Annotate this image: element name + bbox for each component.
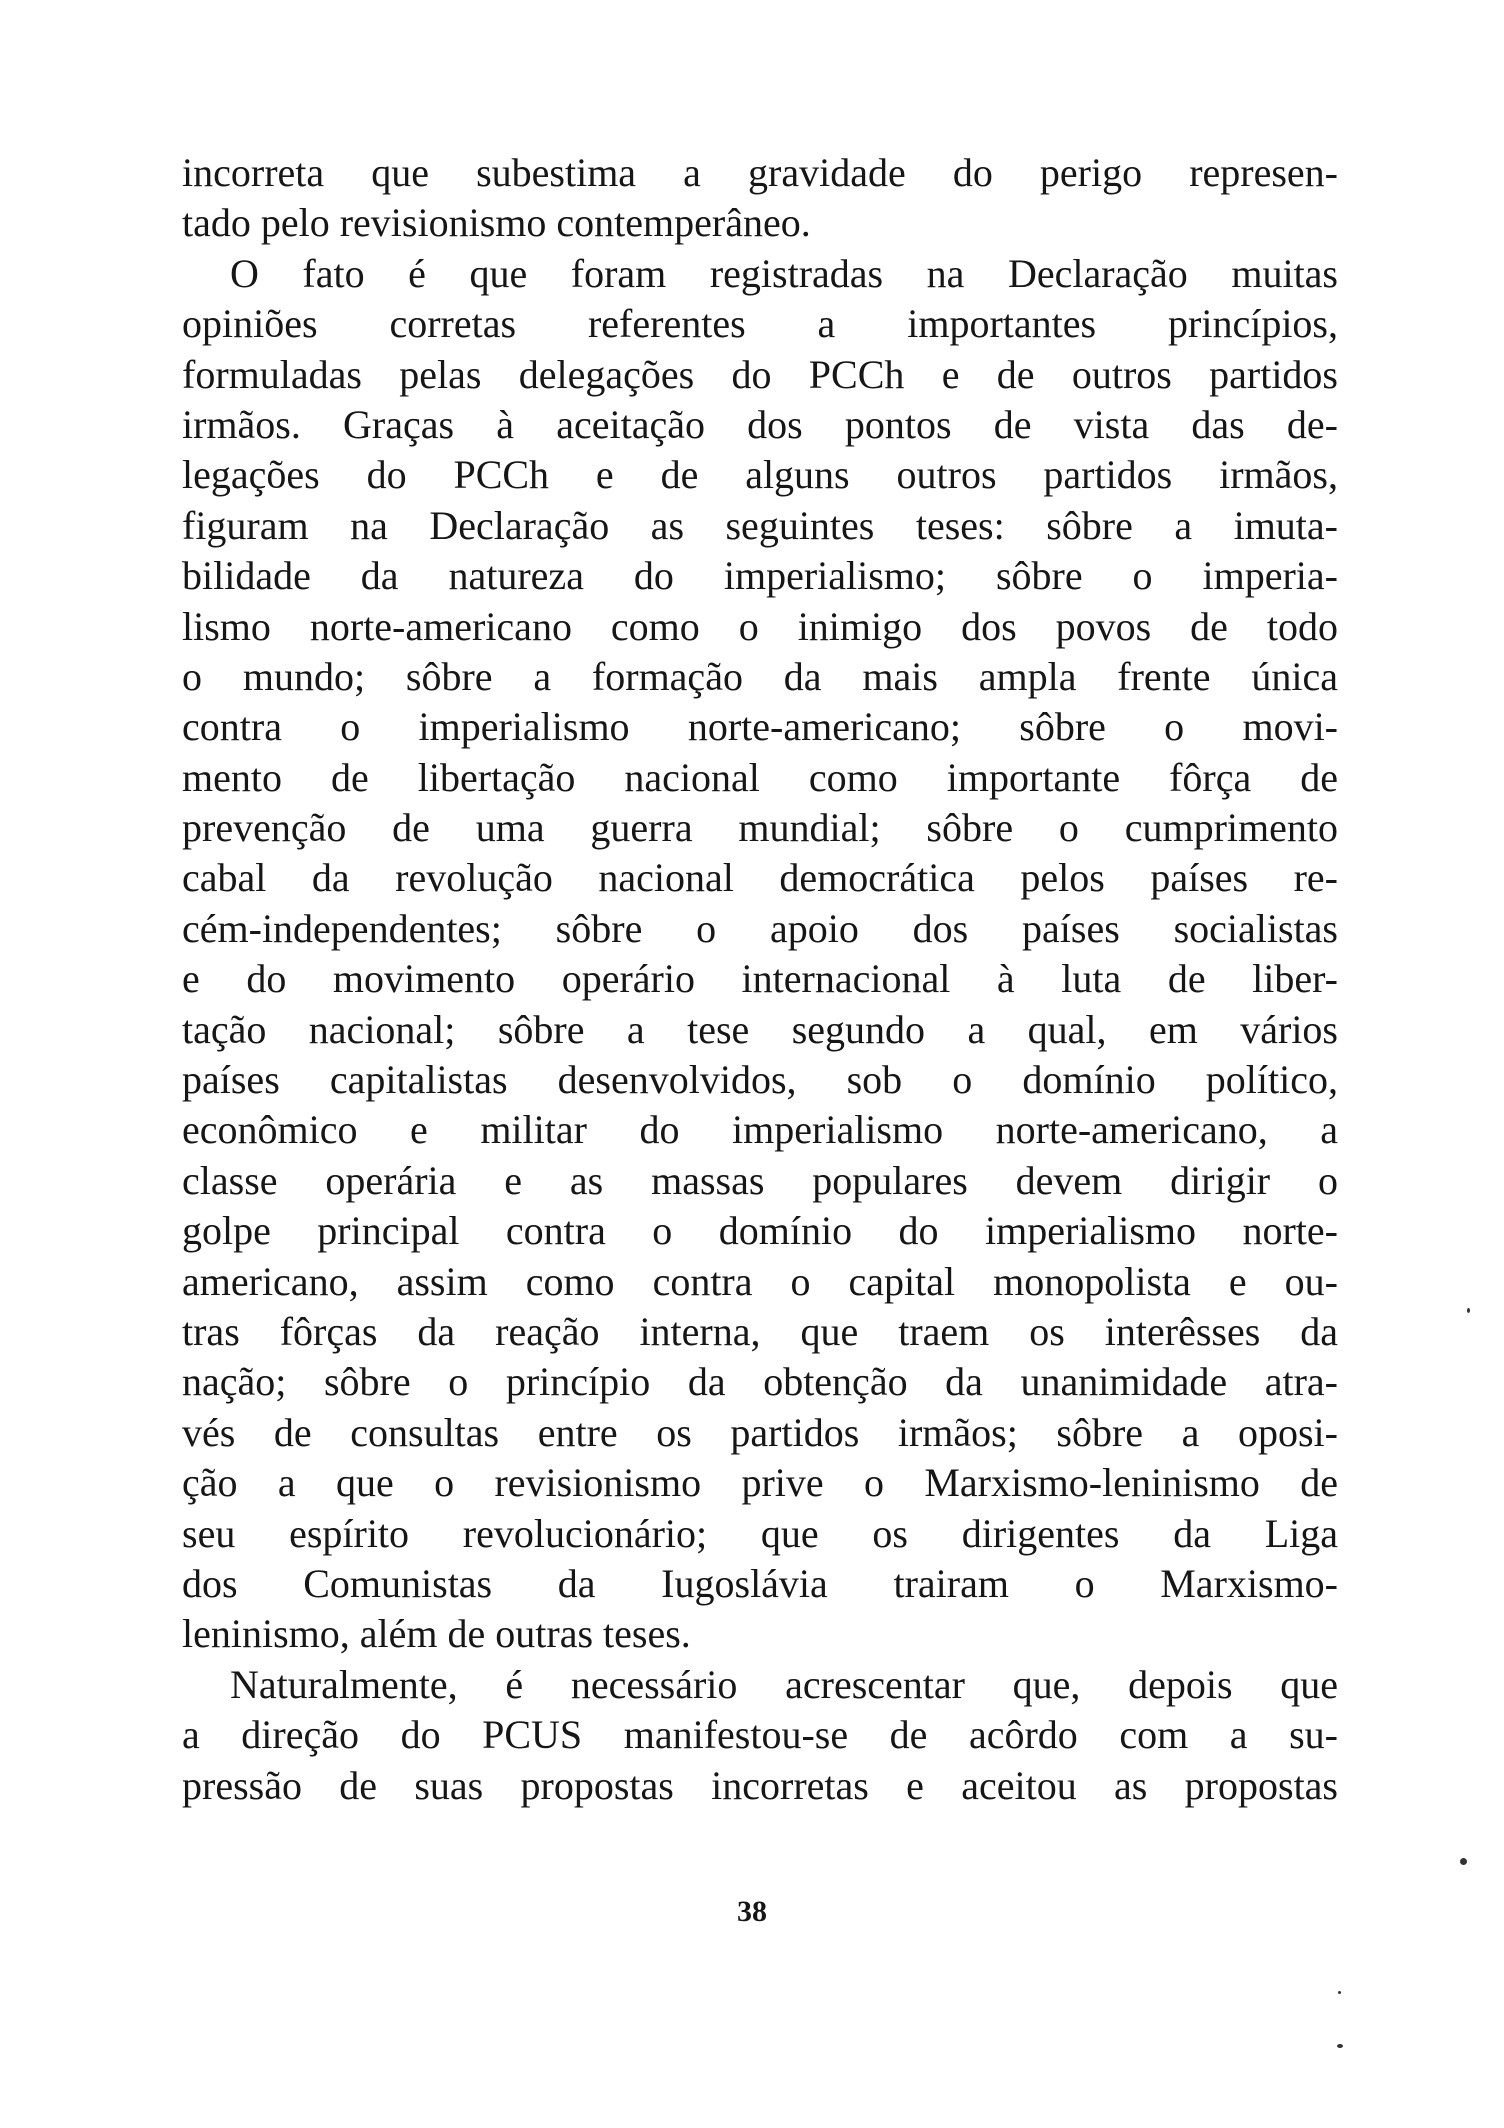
- text-line: legações do PCCh e de alguns outros partidos irmãos,: [182, 452, 1338, 498]
- body-text: [182, 148, 1338, 1811]
- text-line: cém-independentes; sôbre o apoio dos países socialistas: [182, 905, 1338, 951]
- text-line: países capitalistas desenvolvidos, sob o domínio político,: [182, 1057, 1338, 1103]
- text-line: a direção do PCUS manifestou-se de acôrdo com a su-: [182, 1712, 1338, 1758]
- text-line: opiniões corretas referentes a importantes princípios,: [182, 301, 1338, 347]
- text-line: formuladas pelas delegações do PCCh e de outros partidos: [182, 351, 1338, 397]
- scan-speck: [1460, 1858, 1467, 1865]
- text-line: tado pelo revisionismo contemperâneo.: [182, 200, 811, 246]
- text-line: econômico e militar do imperialismo norte-americano, a: [182, 1107, 1338, 1153]
- text-line: irmãos. Graças à aceitação dos pontos de vista das de-: [182, 401, 1338, 447]
- text-line: mento de libertação nacional como importante fôrça de: [182, 754, 1338, 800]
- scan-speck: [1337, 2044, 1343, 2048]
- text-line: cabal da revolução nacional democrática pelos países re-: [182, 855, 1338, 901]
- text-line: dos Comunistas da Iugoslávia trairam o Marxismo-: [182, 1560, 1338, 1606]
- text-line: golpe principal contra o domínio do imperialismo norte-: [182, 1208, 1338, 1254]
- text-line: seu espírito revolucionário; que os dirigentes da Liga: [182, 1510, 1338, 1556]
- text-line: americano, assim como contra o capital monopolista e ou-: [182, 1258, 1338, 1304]
- text-line: e do movimento operário internacional à luta de liber-: [182, 956, 1338, 1002]
- text-line: figuram na Declaração as seguintes teses: sôbre a imuta-: [182, 502, 1338, 548]
- text-line: lismo norte-americano como o inimigo dos povos de todo: [182, 603, 1338, 649]
- text-line: contra o imperialismo norte-americano; sôbre o movi-: [182, 704, 1338, 750]
- text-line: leninismo, além de outras teses.: [182, 1611, 691, 1657]
- scan-speck: [1338, 1991, 1341, 1994]
- text-line: pressão de suas propostas incorretas e aceitou as propostas: [182, 1762, 1338, 1808]
- text-line: tras fôrças da reação interna, que traem os interêsses da: [182, 1308, 1338, 1354]
- page-number: 38: [737, 1895, 767, 1928]
- text-line: classe operária e as massas populares devem dirigir o: [182, 1157, 1338, 1203]
- text-line: prevenção de uma guerra mundial; sôbre o cumprimento: [182, 805, 1338, 851]
- text-line: tação nacional; sôbre a tese segundo a qual, em vários: [182, 1006, 1338, 1052]
- text-line: ção a que o revisionismo prive o Marxismo-leninismo de: [182, 1460, 1338, 1506]
- text-line: nação; sôbre o princípio da obtenção da unanimidade atra-: [182, 1359, 1338, 1405]
- text-line: O fato é que foram registradas na Declaração muitas: [230, 250, 1338, 296]
- scan-speck: [1467, 1308, 1470, 1313]
- text-line: o mundo; sôbre a formação da mais ampla frente única: [182, 653, 1338, 699]
- text-line: bilidade da natureza do imperialismo; sôbre o imperia-: [182, 553, 1338, 599]
- text-line: vés de consultas entre os partidos irmãos; sôbre a oposi-: [182, 1409, 1338, 1455]
- text-line: incorreta que subestima a gravidade do perigo represen-: [182, 150, 1338, 195]
- text-line: Naturalmente, é necessário acrescentar que, depois que: [230, 1661, 1338, 1707]
